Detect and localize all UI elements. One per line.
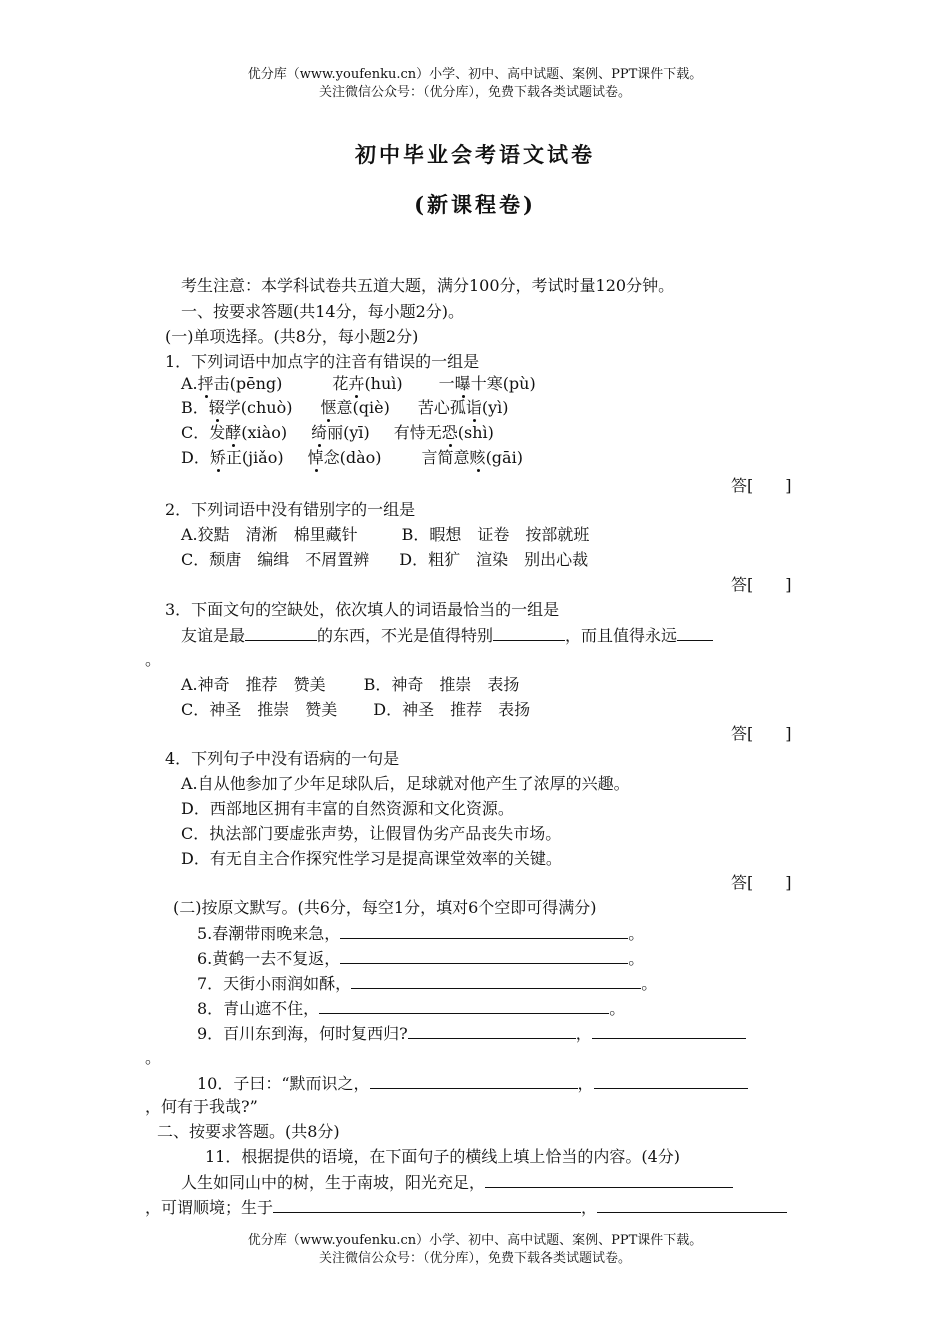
- q10-blank-1[interactable]: [370, 1073, 578, 1089]
- q3-options-ab: A.神奇 推荐 赞美 B．神奇 推崇 表扬: [181, 675, 520, 694]
- q11-line2: ，可谓顺境；生于 ，: [145, 1197, 787, 1218]
- part1-sub2-heading: (二)按原文默写。(共6分，每空1分，填对6个空即可得满分): [173, 898, 597, 917]
- q11-blank-1[interactable]: [485, 1172, 733, 1188]
- q10-line: 10．子曰：“默而识之， ，: [197, 1073, 748, 1094]
- q4-option-d: D．有无自主合作探究性学习是提高课堂效率的关键。: [181, 849, 562, 868]
- q10-line-end: ，何有于我哉?”: [145, 1097, 258, 1116]
- page-header-line1: 优分库（www.youfenku.cn）小学、初中、高中试题、案例、PPT课件下载。: [247, 67, 703, 82]
- q3-answer-bracket[interactable]: 答[ ]: [731, 724, 792, 743]
- q4-option-a: A.自从他参加了少年足球队后，足球就对他产生了浓厚的兴趣。: [181, 774, 630, 793]
- exam-title: 初中毕业会考语文试卷: [355, 142, 595, 167]
- q11-line1: 人生如同山中的树，生于南坡，阳光充足，: [181, 1172, 733, 1193]
- q7-line: 7．天街小雨润如酥， 。: [197, 974, 658, 993]
- q4-option-c: C．执法部门要虚张声势，让假冒伪劣产品丧失市场。: [181, 824, 562, 843]
- part1-sub1-heading: (一)单项选择。(共8分，每小题2分): [165, 327, 419, 346]
- q2-answer-bracket[interactable]: 答[ ]: [731, 575, 792, 594]
- q1-option-a: A.抨击(pēng) 花卉(huì) 一曝十寒(pù): [181, 374, 536, 393]
- q4-answer-bracket[interactable]: 答[ ]: [731, 873, 792, 892]
- q9-blank-1[interactable]: [408, 1023, 576, 1039]
- q3-stem: 3．下面文句的空缺处，依次填人的词语最恰当的一组是: [165, 600, 560, 619]
- q7-blank[interactable]: [351, 973, 641, 989]
- q2-options-cd: C．颓唐 编缉 不屑置辨 D．粗犷 渲染 别出心裁: [181, 550, 589, 569]
- q11-blank-2[interactable]: [273, 1197, 581, 1213]
- q1-option-d: D．矫正(jiǎo) 悼念(dào) 言简意赅(gāi): [181, 448, 523, 467]
- q6-line: 6.黄鹤一去不复返， 。: [197, 949, 645, 968]
- q6-blank[interactable]: [340, 948, 628, 964]
- q4-option-b: D．西部地区拥有丰富的自然资源和文化资源。: [181, 799, 514, 818]
- q5-line: 5.春潮带雨晚来急， 。: [197, 924, 645, 943]
- q3-sentence: 友谊是最 的东西，不光是值得特别 ，而且值得永远: [181, 625, 713, 646]
- q3-sentence-end: 。: [145, 650, 162, 669]
- q9-line: 9．百川东到海，何时复西归? ，: [197, 1023, 746, 1044]
- q11-stem: 11．根据提供的语境，在下面句子的横线上填上恰当的内容。(4分): [205, 1147, 681, 1166]
- q2-options-ab: A.狡黠 清淅 棉里藏针 B．暇想 证卷 按部就班: [181, 525, 590, 544]
- q8-line: 8．青山遮不住， 。: [197, 999, 626, 1018]
- part2-heading: 二、按要求答题。(共8分): [157, 1122, 340, 1141]
- q9-blank-2[interactable]: [592, 1023, 746, 1039]
- q5-blank[interactable]: [340, 923, 628, 939]
- q1-option-b: B．辍学(chuò) 惬意(qiè) 苦心孤诣(yì): [181, 398, 509, 417]
- page-footer-line2: 关注微信公众号：（优分库），免费下载各类试题试卷。: [318, 1251, 631, 1266]
- exam-notice: 考生注意：本学科试卷共五道大题，满分100分，考试时量120分钟。: [181, 276, 675, 295]
- q8-blank[interactable]: [319, 998, 609, 1014]
- q2-stem: 2．下列词语中没有错别字的一组是: [165, 500, 416, 519]
- q4-stem: 4．下列句子中没有语病的一句是: [165, 749, 400, 768]
- q3-options-cd: C．神圣 推崇 赞美 D．神圣 推荐 表扬: [181, 700, 531, 719]
- q1-stem: 1．下列词语中加点字的注音有错误的一组是: [165, 352, 480, 371]
- q1-option-c: C．发酵(xiào) 绮丽(yī) 有恃无恐(shì): [181, 423, 494, 442]
- page-footer-line1: 优分库（www.youfenku.cn）小学、初中、高中试题、案例、PPT课件下载。: [247, 1233, 703, 1248]
- q10-blank-2[interactable]: [594, 1073, 748, 1089]
- q9-line-end: 。: [145, 1048, 162, 1067]
- page-header-line2: 关注微信公众号：（优分库），免费下载各类试题试卷。: [318, 85, 631, 100]
- part1-heading: 一、按要求答题(共14分，每小题2分)。: [181, 302, 465, 321]
- q11-blank-3[interactable]: [597, 1197, 787, 1213]
- q1-answer-bracket[interactable]: 答[ ]: [731, 476, 792, 495]
- exam-subtitle: (新课程卷): [414, 192, 536, 217]
